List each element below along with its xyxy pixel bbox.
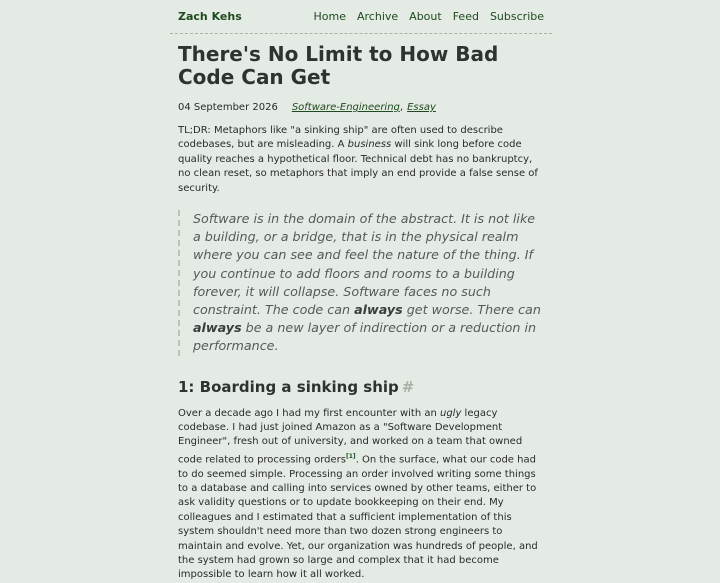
- tag-separator: ,: [399, 102, 404, 113]
- section-paragraph: [178, 407, 544, 583]
- section-text-1: Over a decade ago I had my first encounter with an: [178, 407, 440, 419]
- quote-text-2: get worse. There can: [402, 302, 541, 318]
- publish-date: 04 September 2026: [178, 102, 278, 113]
- quote-text-3: be a new layer of indirection or a reduction in performance.: [193, 320, 537, 354]
- article-title: There's No Limit to How Bad Code Can Get: [178, 42, 499, 89]
- section-text-3: . On the surface, what our code had to do seemed simple. Processing an order involved writing some things to a database and calling into services owned by other teams, either to ask validity questions or to update bookkeeping on their end. My colleagues and I estimated that a sufficient implementation of this system shouldn't need more than two dozen strong engineers to maintain and evolve. Yet, our organization was hundreds of people, and the system had grown so large and complex that it had become impossible to learn how it all worked.: [178, 454, 538, 581]
- footnote-marker: [346, 453, 356, 460]
- footnote-link[interactable]: [1]: [346, 452, 356, 460]
- nav-feed[interactable]: Feed: [452, 10, 479, 23]
- article-meta: [178, 102, 544, 113]
- tldr-text-2: will sink long before code quality reaches a hypothetical floor. Technical debt has no bankruptcy, no clean reset, so metaphors that imply an end provide a false sense of security.: [178, 139, 538, 194]
- nav-about[interactable]: About: [409, 10, 442, 23]
- tag-essay[interactable]: Essay: [407, 102, 436, 113]
- quote-bold-1: always: [354, 302, 403, 318]
- tldr-paragraph: [178, 124, 544, 196]
- section-anchor-link[interactable]: #: [401, 377, 415, 396]
- quote-text-1: Software is in the domain of the abstract. It is not like a building, or a bridge, that is in the physical realm where you can see and feel the nature of the thing. If you continue to add floors and rooms to a building forever, it will collapse. Software faces no such constraint. The code can: [193, 211, 536, 318]
- quote-bold-2: always: [193, 320, 242, 336]
- section-heading-text: 1: Boarding a sinking ship: [178, 377, 399, 396]
- nav-archive[interactable]: Archive: [357, 10, 399, 23]
- nav-subscribe[interactable]: Subscribe: [489, 10, 544, 23]
- nav-home[interactable]: Home: [313, 10, 346, 23]
- page-container: [170, 0, 552, 583]
- section-heading: [178, 378, 544, 396]
- tldr-emphasis: business: [347, 139, 392, 151]
- site-brand-link[interactable]: Zach Kehs: [178, 10, 242, 23]
- tag-software-engineering[interactable]: Software-Engineering: [291, 102, 400, 113]
- section-emphasis: ugly: [439, 407, 462, 419]
- site-header: [170, 0, 552, 34]
- section-text-2: legacy codebase. I had just joined Amazon as a "Software Development Engineer", fresh out of university, and worked on a team that owned code related to processing orders: [178, 407, 523, 466]
- pull-quote: [178, 210, 544, 356]
- article: [170, 43, 552, 583]
- tldr-text-1: TL;DR: Metaphors like "a sinking ship" are often used to describe codebases, but are misleading. A: [178, 125, 503, 151]
- main-nav: [314, 10, 544, 23]
